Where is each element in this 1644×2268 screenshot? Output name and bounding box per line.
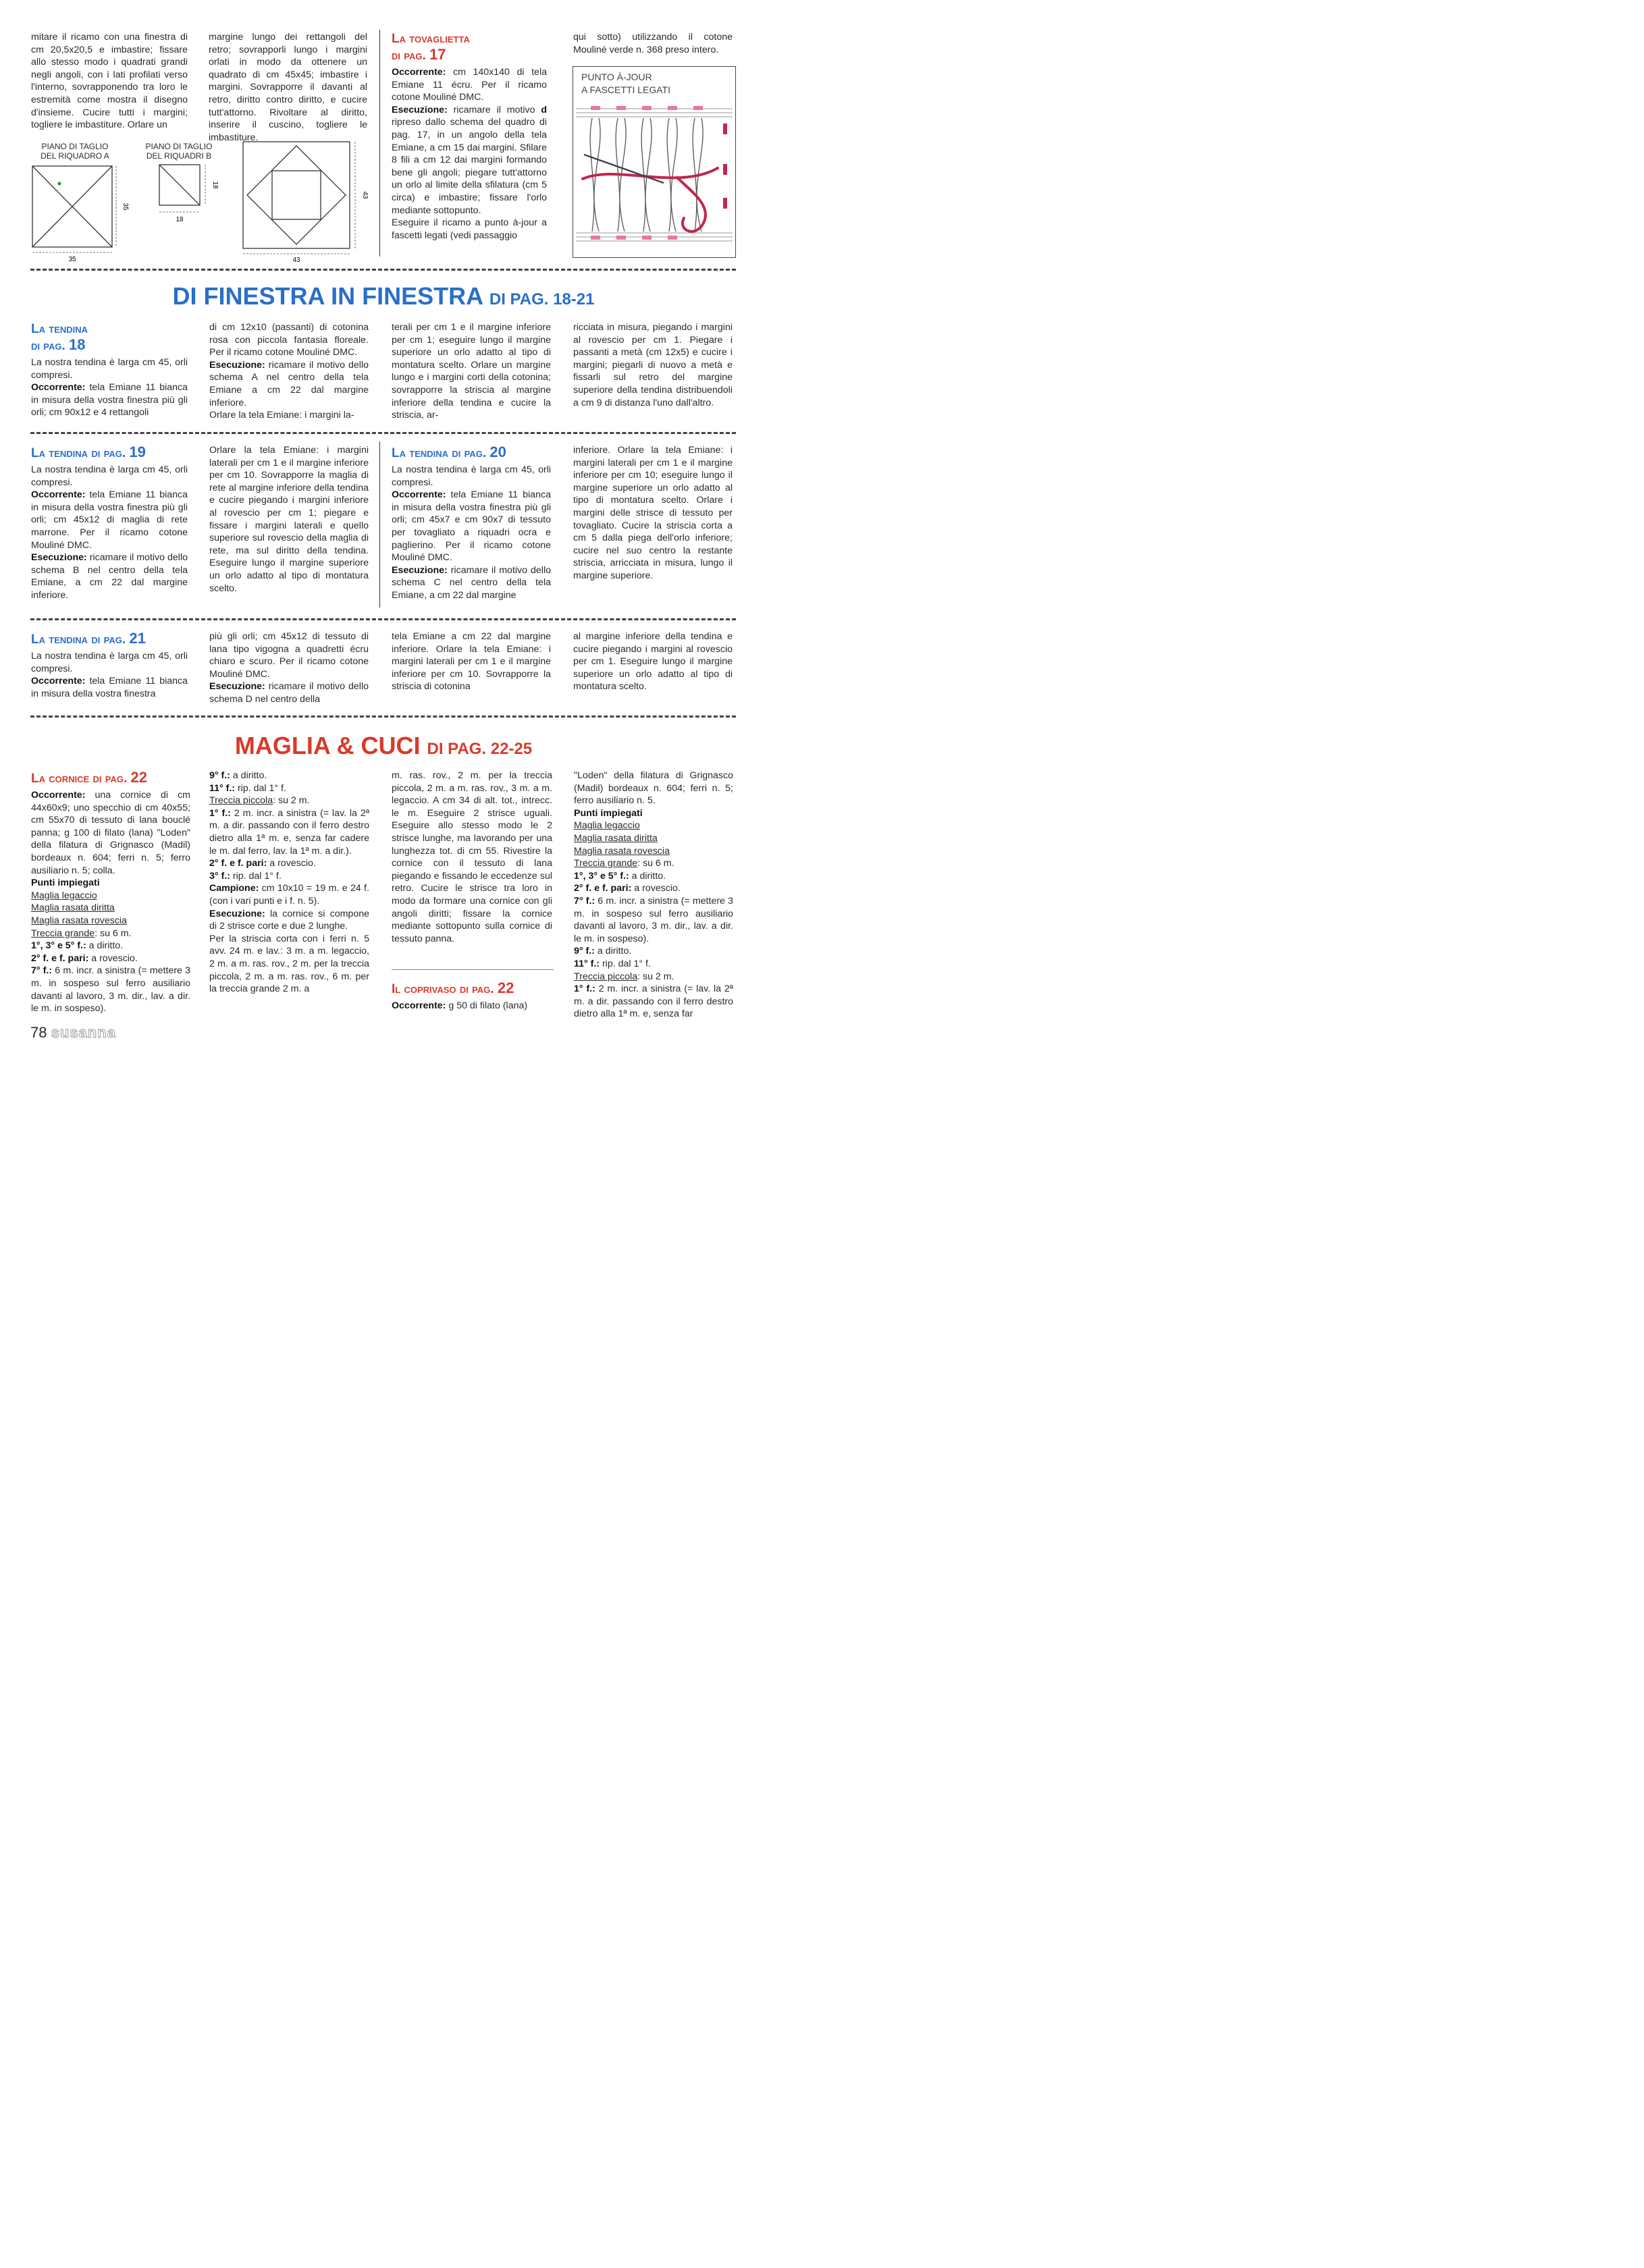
cornice-title: La cornice di pag. 22 — [31, 769, 148, 786]
cornice-col1: La cornice di pag. 22 Occorrente: una cornice di cm 44x60x9; uno specchio di cm 40x55; cm 55x70 di tessuto di lana bouclé panna; g 100 di filato (lana) "Loden" della filatura di Grignasco (Madil) bordeaux n. 604; ferri n. 5; ferro ausiliario n. 5; colla. Punti impiegati Maglia legaccio Maglia rasata diritta Maglia rasata rovescia Treccia grande: su 6 m. 1°, 3° e 5° f.: a diritto. 2° f. e f. pari: a rovescio. 7° f.: 6 m. incr. a sinistra (= mettere 3 m. in sospeso sul ferro ausiliario davanti al lavoro, 3 m. dir., lav. a dir. le m. in sospeso). — [31, 769, 191, 1015]
coprivaso-col2: "Loden" della filatura di Grignasco (Madil) bordeaux n. 604; ferri n. 5; ferro ausiliario n. 5. Punti impiegati Maglia legaccio Maglia rasata diritta Maglia rasata rovescia Treccia grande: su 6 m. 1°, 3° e 5° f.: a diritto. 2° f. e f. pari: a rovescio. 7° f.: 6 m. incr. a sinistra (= mettere 3 m. in sospeso sul ferro ausiliario davanti al lavoro, 3 m. dir., lav. a dir. le m. in sospeso). 9° f.: a diritto. 11° f.: rip. dal 1° f. Treccia piccola: su 2 m. 1° f.: 2 m. incr. a sinistra (= lav. la 2ª m. a dir. passando con il ferro destro dietro alla 1ª m. e, senza far — [574, 770, 734, 1020]
stitch-illustration — [576, 103, 733, 254]
tendina-21-col1: La tendina di pag. 21 La nostra tendina è larga cm 45, orli compresi. Occorrente: tela Emiane 11 bianca in misura della vostra finestra — [31, 630, 188, 699]
tovaglietta-continued: qui sotto) utilizzando il cotone Mouliné verde n. 368 preso intero. — [573, 32, 733, 55]
section-divider — [30, 716, 736, 718]
tendina-20-col2: inferiore. Orlare la tela Emiane: i margini laterali per cm 1 e il margine inferiore per cm 10; eseguire lungo il margine superiore un orlo adatto al tipo di montatura scelto. Orlare i margini delle strisce di tessuto per tovagliato. Cucire la striscia corta a cm 5 dalla piega dell'orlo inferiore; cucire nel suo centro la restante striscia, arricciata in misura, lungo il margine superiore. — [573, 445, 733, 581]
tendina-21-col2: più gli orli; cm 45x12 di tessuto di lana tipo vigogna a quadretti écru chiaro e scuro. Per il ricamo cotone Mouliné DMC. Esecuzione: ricamare il motivo dello schema D nel centro della — [209, 631, 369, 705]
continued-text-col1: mitare il ricamo con una finestra di cm 20,5x20,5 e imbastire; fissare allo stesso modo i quadrati grandi negli angoli, con i lati profilati verso l'interno, sovrapponendo tra loro le estremità come mostra il disegno d'insieme. Cucire tutti i margini; togliere le imbastiture. Orlare un — [31, 32, 188, 131]
tendina-19-col1: La tendina di pag. 19 La nostra tendina è larga cm 45, orli compresi. Occorrente: tela Emiane 11 bianca in misura della vostra finestra più gli orli; cm 45x12 di maglia di rete marrone. Per il ricamo cotone Mouliné DMC. Esecuzione: ricamare il motivo dello schema B nel centro della tela Emiane, a cm 22 dal margine inferiore. — [31, 443, 188, 601]
diagram-a-width: 35 — [68, 256, 76, 263]
tovaglietta-title: La tovaglietta di pag. 17 — [392, 32, 470, 63]
diagram-a-height: 35 — [122, 202, 129, 211]
tendina-18-title: La tendina di pag. 18 — [31, 322, 88, 353]
tendina-18-col3: terali per cm 1 e il margine inferiore per cm 1; eseguire lungo il margine superiore un orlo adatto al tipo di montatura scelto. Orlare un margine lungo e i margini corti della cotonina; sovrapporre la striscia al margine inferiore della tendina e cucire la striscia, ar- — [392, 322, 551, 421]
page-footer — [30, 1024, 116, 1042]
section-divider — [30, 269, 736, 271]
finestra-section-title: DI FINESTRA IN FINESTRA DI PAG. 18-21 — [172, 282, 595, 310]
diagram-c-width: 43 — [292, 256, 300, 263]
diagram-b — [154, 162, 228, 236]
section-divider — [30, 432, 736, 434]
magazine-brand: susanna — [51, 1024, 116, 1041]
section-divider — [30, 618, 736, 620]
maglia-section-title: MAGLIA & CUCI DI PAG. 22-25 — [234, 732, 533, 759]
continued-text-col2: margine lungo dei rettangoli del retro; sovrapporli lungo i margini orlati in modo da ottenere un quadrato di cm 45x45; imbastire i margini. Sovrapporre il davanti al retro, diritto contro diritto, e cucire tutt'attorno. Rivoltare al diritto, inserire il cuscino, togliere le imbastiture. — [209, 32, 367, 143]
column-divider — [379, 441, 380, 608]
tendina-21-col3: tela Emiane a cm 22 dal margine inferiore. Orlare la tela Emiane: i margini laterali per cm 1 e il margine inferiore per cm 10. Sovrapporre la striscia di cotonina — [392, 631, 551, 693]
tendina-21-title: La tendina di pag. 21 — [31, 630, 146, 647]
diagram-c-height: 43 — [361, 191, 369, 199]
page-number: 78 — [30, 1024, 47, 1041]
tovaglietta-section: La tovaglietta di pag. 17 Occorrente: cm 140x140 di tela Emiane 11 écru. Per il ricamo cotone Mouliné DMC. Esecuzione: ricamare il motivo d ripreso dallo schema del quadro di pag. 17, in un angolo della tela Emiane, a cm 15 dai margini. Sfilare 8 fili a cm 12 dai margini formando bene gli angoli; piegare tutt'attorno un orlo al limite della sfilatura (cm 5 circa) e imbastire; fissare l'orlo mediante sottopunto. Eseguire il ricamo a punto à-jour a fascetti legati (vedi passaggio — [392, 32, 547, 241]
tendina-20-title: La tendina di pag. 20 — [392, 443, 506, 460]
tendina-19-col2: Orlare la tela Emiane: i margini laterali per cm 1 e il margine inferiore per cm 10. Sovrapporre la maglia di rete al margine inferiore della tendina e cucire piegando i margini inferiore al rovescio per cm 1; piegare e fissare i margini laterali e quello superiore sul rovescio della maglia di rete, ma sul diritto della tendina. Eseguire lungo il margine superiore un orlo adatto al tipo di montatura scelto. — [209, 445, 369, 594]
coprivaso-section: Il coprivaso di pag. 22 Occorrente: g 50 di filato (lana) — [392, 980, 554, 1013]
tendina-21-col4: al margine inferiore della tendina e cucire piegando i margini al rovescio per cm 1. Eseguire lungo il margine superiore un orlo adatto al tipo di montatura scelto. — [573, 631, 733, 693]
tendina-20-col1: La tendina di pag. 20 La nostra tendina è larga cm 45, orli compresi. Occorrente: tela Emiane 11 bianca in misura della vostra finestra più gli orli; cm 45x7 e cm 90x7 di tessuto per tovagliato a riquadri ocra e paglierino. Per il ricamo cotone Mouliné DMC. Esecuzione: ricamare il motivo dello schema C nel centro della tela Emiane, a cm 22 dal margine — [392, 443, 551, 601]
tendina-18-col2: di cm 12x10 (passanti) di cotonina rosa con piccola fantasia floreale. Per il ricamo cotone Mouliné DMC. Esecuzione: ricamare il motivo dello schema A nel centro della tela Emiane a cm 22 dal margine inferiore. Orlare la tela Emiane: i margini la- — [209, 322, 369, 421]
diagram-b-height: 18 — [211, 181, 219, 189]
stitch-illustration-box — [573, 66, 736, 258]
diagram-a — [27, 162, 135, 263]
coprivaso-title: Il coprivaso di pag. 22 — [392, 979, 514, 996]
cornice-col3: m. ras. rov., 2 m. per la treccia piccola, 2 m. a m. ras. rov., 3 m. a m. legaccio. A cm 34 di alt. tot., intrecc. le m. Eseguire 2 strisce uguali. Eseguire allo stesso modo le 2 strisce lunghe, ma lavorando per una lunghezza tot. di cm 55. Rivestire la cornice con il tessuto di lana piegando e fissando le eccedenze sul retro. Cucire le strisce tra loro in modo da formare una cornice con gli angoli diritti; fissare la cornice mediante sottopunto sulla cornice di tessuto panna. — [392, 770, 552, 944]
diagram-b-width: 18 — [176, 216, 184, 223]
coprivaso-divider — [392, 969, 554, 970]
diagram-a-label: PIANO DI TAGLIO DEL RIQUADRO A — [41, 142, 109, 161]
column-divider — [379, 30, 380, 256]
tendina-18-col4: ricciata in misura, piegando i margini al rovescio per cm 1. Piegare i passanti a metà (cm 12x5) e cucire i margini; piegarli di nuovo a metà e fissarli sul retro del margine superiore della tendina distribuendoli a cm 9 di distanza l'uno dall'altro. — [573, 322, 733, 408]
tendina-19-title: La tendina di pag. 19 — [31, 443, 146, 460]
diagram-b-label: PIANO DI TAGLIO DEL RIQUADRI B — [145, 142, 213, 161]
diagram-c — [238, 139, 373, 263]
cornice-col2: 9° f.: a diritto. 11° f.: rip. dal 1° f. Treccia piccola: su 2 m. 1° f.: 2 m. incr. a sinistra (= lav. la 2ª m. a dir. passando con il ferro destro dietro alla 1ª m. e, senza far cadere le m. dal ferro, lav. la 1ª m. a dir.). 2° f. e f. pari: a rovescio. 3° f.: rip. dal 1° f. Campione: cm 10x10 = 19 m. e 24 f. (con i vari punti e i f. n. 5). Esecuzione: la cornice si compone di 2 strisce corte e due 2 lunghe. Per la striscia corta con i ferri n. 5 avv. 24 m. e lav.: 3 m. a m. legaccio, 2 m. a m. ras. rov., 2 m. per la treccia piccola, 2 m. a m. ras. rov., 6 m. per la treccia grande 2 m. a — [209, 770, 369, 995]
tendina-18-col1: La tendina di pag. 18 La nostra tendina è larga cm 45, orli compresi. Occorrente: tela Emiane 11 bianca in misura della vostra finestra più gli orli; cm 90x12 e 4 rettangoli — [31, 322, 188, 418]
stitch-illustration-title: PUNTO À-JOUR A FASCETTI LEGATI — [581, 72, 670, 95]
